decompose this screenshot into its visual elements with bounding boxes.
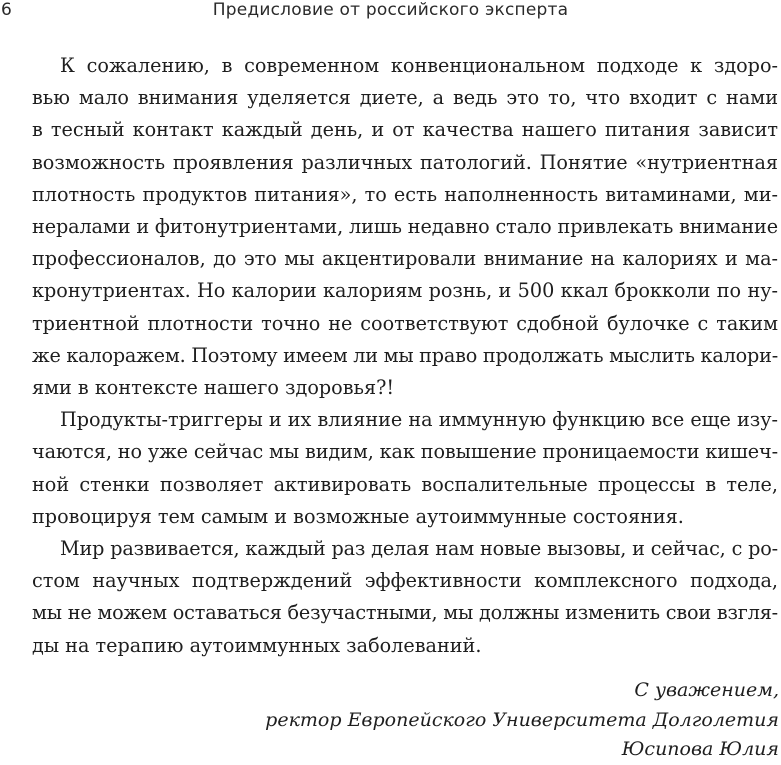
text-line: профессионалов, до это мы акцентировали внимание на калориях и ма-: [32, 247, 778, 271]
text-line: ной стенки позволяет активировать воспалительные процессы в теле,: [32, 472, 778, 496]
running-header: [0, 0, 781, 22]
text-line: же калоражем. Поэтому имеем ли мы право продолжать мыслить калори-: [32, 343, 778, 367]
text-line: ями в контексте нашего здоровья?!: [32, 376, 395, 400]
text-line: Продукты-триггеры и их влияние на иммунную функцию все еще изу-: [60, 408, 778, 432]
body-text: [4, 50, 778, 662]
text-line: кронутриентах. Но калории калориям рознь, и 500 ккал брокколи по ну-: [32, 279, 778, 303]
signature-position: ректор Европейского Университета Долголетия: [265, 708, 779, 731]
text-line: Мир развивается, каждый раз делая нам новые вызовы, и сейчас, с ро-: [60, 537, 778, 561]
page-number: 6: [1, 0, 12, 20]
text-line: мы не можем оставаться безучастными, мы должны изменить свои взгля-: [32, 601, 778, 625]
text-line: возможность проявления различных патологий. Понятие «нутриентная: [32, 150, 778, 174]
text-line: в тесный контакт каждый день, и от качества нашего питания зависит: [32, 118, 778, 142]
text-line: стом научных подтверждений эффективности комплексного подхода,: [32, 569, 778, 593]
signature-name: Юсипова Юлия: [621, 738, 779, 760]
text-line: провоцируя тем самым и возможные аутоиммунные состояния.: [32, 504, 684, 528]
text-line: вью мало внимания уделяется диете, а ведь это то, что входит с нами: [32, 86, 778, 110]
paragraph-2: [4, 404, 778, 533]
text-line: К сожалению, в современном конвенциональном подходе к здоро-: [60, 54, 778, 77]
text-line: ды на терапию аутоиммунных заболеваний.: [32, 633, 482, 657]
running-title: Предисловие от российского эксперта: [212, 0, 569, 20]
paragraph-1: [4, 50, 778, 404]
signature-greeting: С уважением,: [634, 679, 779, 701]
text-line: чаются, но уже сейчас мы видим, как повышение проницаемости кишеч-: [32, 440, 778, 464]
paragraph-3: [4, 533, 778, 662]
text-line: триентной плотности точно не соответствуют сдобной булочке с таким: [32, 311, 778, 335]
text-line: плотность продуктов питания», то есть наполненность витаминами, ми-: [32, 182, 778, 206]
text-line: нералами и фитонутриентами, лишь недавно стало привлекать внимание: [32, 215, 778, 239]
signature-block: [159, 676, 779, 765]
